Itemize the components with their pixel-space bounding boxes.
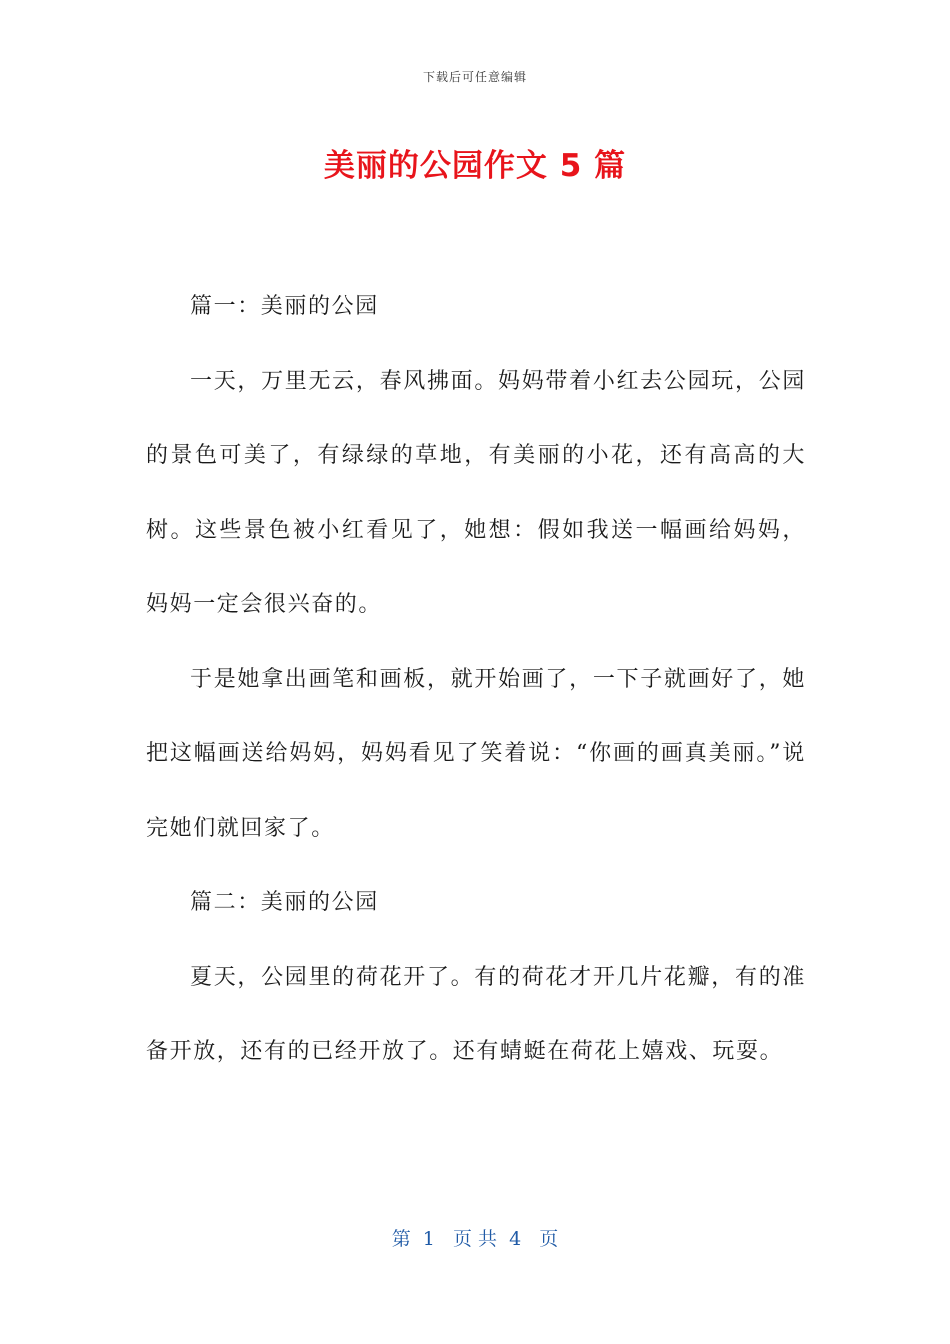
- paragraph: 夏天，公园里的荷花开了。有的荷花才开几片花瓣，有的准备开放，还有的已经开放了。还有蜻蜓在荷花上嬉戏、玩耍。: [146, 964, 806, 1064]
- paragraph: 于是她拿出画笔和画板，就开始画了，一下子就画好了，她把这幅画送给妈妈，妈妈看见了笑着说：“你画的画真美丽。”说完她们就回家了。: [146, 666, 806, 841]
- page-indicator: 第 1 页 共 4 页: [391, 1228, 559, 1250]
- document-title: 美丽的公园作文 5 篇: [323, 148, 627, 184]
- header-note: 下载后可任意编辑: [422, 70, 527, 84]
- section-heading-1: 篇一：美丽的公园: [190, 294, 379, 319]
- paragraph: 一天，万里无云，春风拂面。妈妈带着小红去公园玩，公园的景色可美了，有绿绿的草地，有美丽的小花，还有高高的大树。这些景色被小红看见了，她想：假如我送一幅画给妈妈，妈妈一定会很兴奋的。: [146, 368, 806, 617]
- section-heading-2: 篇二：美丽的公园: [190, 890, 379, 915]
- document-body: [146, 270, 806, 1090]
